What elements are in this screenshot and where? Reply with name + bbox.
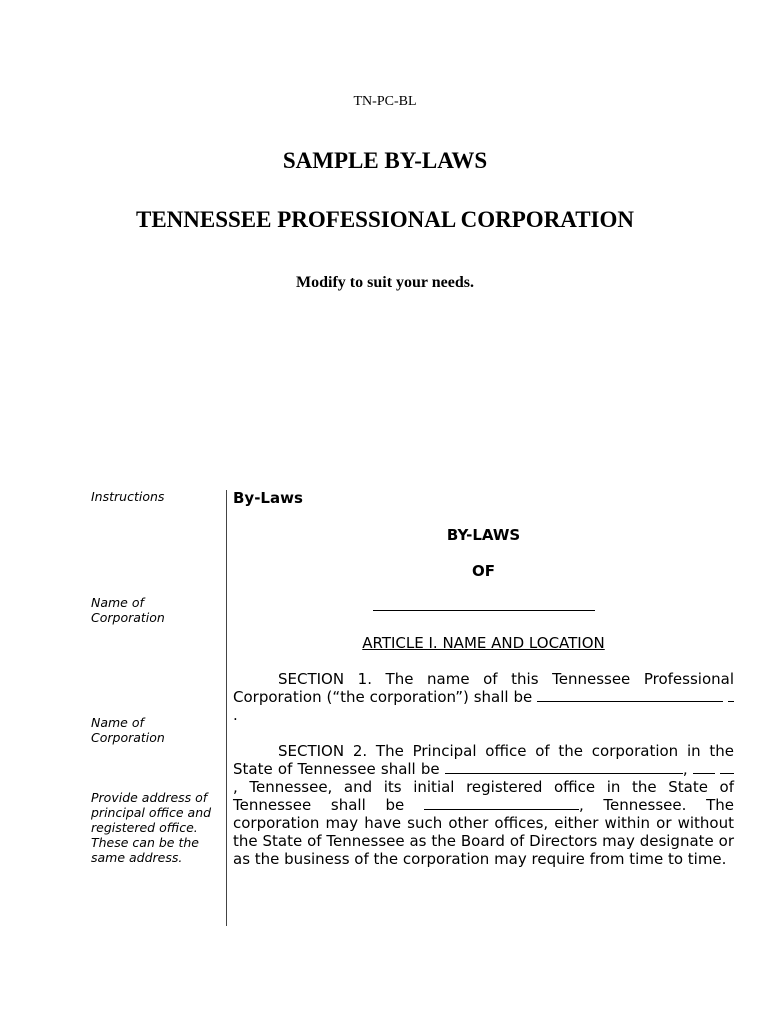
- principal-city-field-cont[interactable]: [720, 760, 734, 774]
- document-title: SAMPLE BY-LAWS: [282, 148, 488, 173]
- section-2-remainder: , Tennessee. The corporation may have such other offices, either within or without the State of Tennessee as the Board of Directors may designate or as the business of the corporation may require from time to time.: [233, 796, 734, 868]
- margin-note-address: Provide address of principal office and registered office. These can be the same address.: [91, 790, 212, 865]
- section-1-text: SECTION 1. The name of this Tennessee Professional Corporation (“the corporation”) shall be: [233, 670, 734, 706]
- bylaws-title: BY-LAWS: [446, 526, 521, 544]
- section-2-text: SECTION 2. The Principal office of the corporation in the State of Tennessee shall be: [233, 742, 734, 778]
- principal-city-field[interactable]: [693, 760, 715, 774]
- corporation-name-field-cont[interactable]: [728, 688, 734, 702]
- margin-note-corporation-name-2: Name of Corporation: [91, 715, 165, 745]
- corporation-name-blank[interactable]: [373, 610, 595, 611]
- margin-note-instructions: Instructions: [91, 489, 165, 504]
- bylaws-heading: By-Laws: [233, 489, 303, 507]
- section-1-end: .: [233, 706, 238, 724]
- article-heading: [233, 634, 734, 652]
- form-code: TN-PC-BL: [353, 94, 417, 109]
- principal-address-field[interactable]: [445, 760, 683, 774]
- modify-note: Modify to suit your needs.: [296, 274, 474, 291]
- bylaws-of: OF: [472, 562, 495, 580]
- section-2: [233, 742, 734, 868]
- margin-note-corporation-name-1: Name of Corporation: [91, 595, 165, 625]
- corporation-name-field[interactable]: [537, 688, 723, 702]
- section-2-comma: ,: [682, 760, 693, 778]
- section-2-registered: , Tennessee, and its initial registered office in the State of Tennessee shall be: [233, 778, 734, 814]
- column-divider: [226, 490, 227, 926]
- document-subtitle: TENNESSEE PROFESSIONAL CORPORATION: [135, 207, 634, 232]
- article-1-title: ARTICLE I. NAME AND LOCATION: [362, 634, 605, 652]
- registered-address-field[interactable]: [424, 796, 579, 810]
- section-1: [233, 670, 734, 724]
